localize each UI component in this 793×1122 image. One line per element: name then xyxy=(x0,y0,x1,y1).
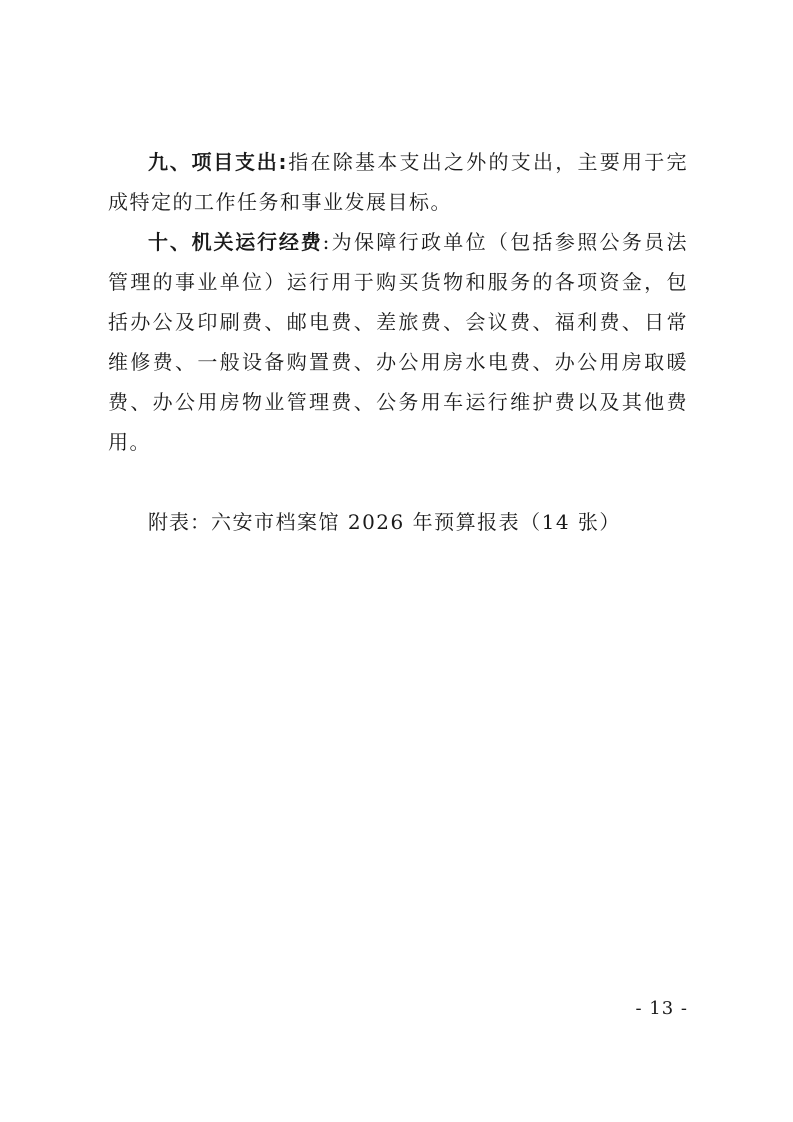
definition-project-expenditure: 指在除基本支出之外的支出，主要用于完成特定的工作任务和事业发展目标。 xyxy=(108,150,688,214)
section-project-expenditure xyxy=(108,142,688,222)
attachment-text: 六安市档案馆 2026 年预算报表（14 张） xyxy=(211,510,621,534)
definition-operating-expenses: :为保障行政单位（包括参照公务员法管理的事业单位）运行用于购买货物和服务的各项资金，包括办公及印刷费、邮电费、差旅费、会议费、福利费、日常维修费、一般设备购置费、办公用房水电费、办公用房取暖费、办公用房物业管理费、公务用车运行维护费以及其他费用。 xyxy=(108,230,688,454)
page-body xyxy=(108,142,688,542)
attachment-label: 附表： xyxy=(148,510,211,534)
page-number: - 13 - xyxy=(635,998,688,1019)
attachment-note xyxy=(108,502,688,542)
term-project-expenditure: 九、项目支出: xyxy=(148,150,288,174)
section-operating-expenses xyxy=(108,222,688,462)
term-operating-expenses: 十、机关运行经费 xyxy=(148,230,323,254)
